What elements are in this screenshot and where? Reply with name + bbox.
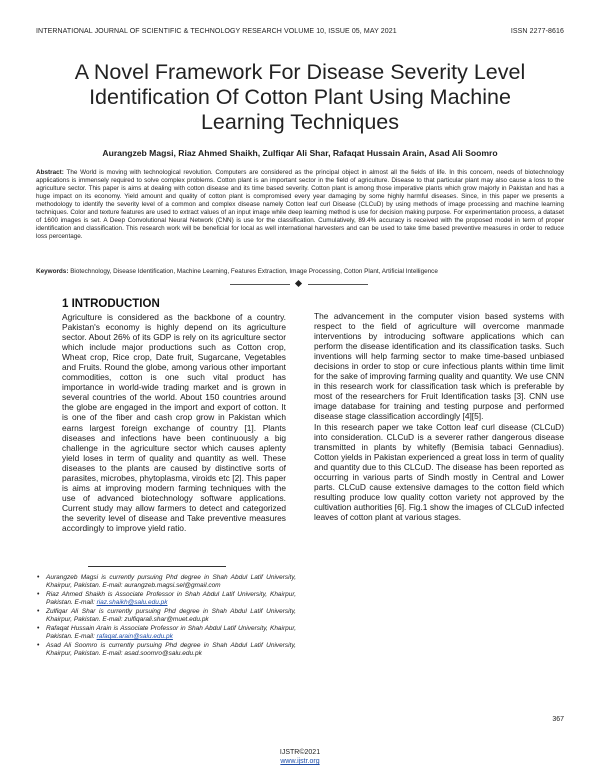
bullet-icon: • [37, 624, 40, 632]
right-column [314, 311, 564, 522]
footer-url-link[interactable]: www.ijstr.org [280, 758, 320, 765]
keywords [36, 268, 564, 276]
author-list: Aurangzeb Magsi, Riaz Ahmed Shaikh, Zulfiqar Ali Shar, Rafaqat Hussain Arain, Asad Ali Soomro [102, 148, 498, 158]
footnote-item: • Riaz Ahmed Shaikh is Associate Professor in Shah Abdul Latif University, Khairpur, Pakistan. E-mail: riaz.shaikh@salu.edu.pk [37, 590, 296, 607]
author-email-link[interactable]: riaz.shaikh@salu.edu.pk [96, 599, 168, 607]
paper-title [40, 60, 560, 135]
footer-copyright: IJSTR©2021 [279, 749, 321, 756]
bullet-icon: • [37, 590, 40, 598]
author-email-link[interactable]: rafaqat.arain@salu.edu.pk [96, 632, 173, 640]
author-footnotes [36, 574, 296, 659]
abstract [36, 169, 564, 241]
section-heading: 1 INTRODUCTION [62, 298, 160, 310]
bullet-icon: • [37, 574, 40, 581]
keywords-label: Keywords: [36, 268, 69, 275]
footnote-rule [88, 566, 226, 567]
page-footer [0, 748, 600, 766]
title-line: Learning Techniques [200, 110, 400, 134]
page-number: 367 [552, 716, 564, 723]
author-email: zulfiqarali.shar@muet.edu.pk [124, 616, 209, 624]
author-email: aurangzeb.magsi.sel@gmail.com [124, 582, 221, 590]
journal-name: INTERNATIONAL JOURNAL OF SCIENTIFIC & TECHNOLOGY RESEARCH VOLUME 10, ISSUE 05, MAY 2021 [36, 28, 397, 35]
divider-line-left [230, 284, 290, 285]
abstract-label: Abstract: [36, 169, 64, 176]
diamond-icon [295, 280, 302, 287]
bullet-icon: • [37, 641, 40, 649]
abstract-text: The World is moving with technological revolution. Computers are considered as the principal object in almost all the fields of life. In this concern, needs of biotechnology applications is immensely required to solve complex problems. Cotton plant is an important sector in the field of agriculture. Disease to that particular plant may also cause a loss to the agriculture sector. This paper is aims at dealing with cotton disease and its time based severity. Cotton plant is among those imperative plants which grow majorly in Pakistan and has a huge impact on its economy. Yield amount and quality of cotton plant is compromised every year damaging by some highly harmful diseases. Since, in this paper we presents a methodology to identify the severity level of a common and complex disease namely Cotton leaf curl Disease (CLCuD) by using methods of image processing and machine learning techniques. Color and texture features are used to extract values of an input image while deep learning method is use for decision making purpose. For experimentation process, a dataset of 1600 images is set. A Deep Convolutional Neural Network (CNN) is use for the classification. Cumulatively, 89.4% accuracy is received with the proposed model in term of proper identification and classification. This research work will be beneficial for local as well international harvesters and can be used to take time based preventive measures in order to reduce loss percentage. [36, 169, 564, 241]
footnote-item: • Zulfiqar Ali Shar is currently pursuing Phd degree in Shah Abdul Latif University, Khairpur, Pakistan. E-mail: zulfiqarali.shar@muet.edu.pk [37, 607, 296, 624]
intro-paragraph: In this research paper we take Cotton leaf curl disease (CLCuD) into consideration. CLCuD is a severer rather dangerous disease transmitted in plants by whitefly (Bemisia tabaci Gennadius). Cotton yields in Pakistan experienced a great loss in term of quality and quantity due to this CLCuD. The disease has been reported as occurring in various parts of Sindh mostly in Central and Lower parts. CLCuD cause extensive damages to the cotton field which resulting produce low quality cotton variety not approved by the cultivation authorities [6]. Fig.1 show the images of CLCuD infected leaves of cotton plant at various stages. [314, 421, 564, 522]
keywords-text: Biotechnology, Disease Identification, Machine Learning, Features Extraction, Image Processing, Cotton Plant, Artificial Intelligence [68, 268, 438, 275]
left-column [62, 298, 286, 533]
footnote-item: • Aurangzeb Magsi is currently pursuing Phd degree in Shah Abdul Latif University, Khairpur, Pakistan. E-mail: aurangzeb.magsi.sel@gmail.com [37, 574, 296, 590]
intro-paragraph: The advancement in the computer vision based systems with respect to the field of agriculture will overcome manmade interventions by introducing software applications which can perform the disease identification and its classification tasks. Such inventions will help farming sector to make time-based unbiased decisions in order to stop or cure infectious plants within time limit for the sake of improving farming quality and quantity. We use CNN in this research work for classification task which is preferable by most of the researchers for Fruit Identification tasks [3]. CNN use image database for training and testing purpose and performed disease stage classification accordingly [4][5]. [314, 311, 564, 422]
title-line: Identification Of Cotton Plant Using Machine [89, 85, 511, 109]
bullet-icon: • [37, 607, 40, 615]
running-header [36, 28, 564, 35]
intro-paragraph: Agriculture is considered as the backbone of a country. Pakistan's economy is highly depend on its agriculture sector. About 26% of its GDP is rely on its agriculture sector which include major productions such as Cotton crop, Wheat crop, Rice crop, Date fruit, Sugarcane, Vegetables and Fruits. Round the globe, among various other important commodities, cotton is one such vital product has importance in world-wide trading market and is grown in several countries of the world. About 150 countries around the globe are engaged in the import and export of cotton. It is one of the fiber and cash crop grow in Pakistan which earns largest foreign exchange of country [1]. Plants diseases and infections have been continuously a big challenge in the agriculture sector which causes aplenty yield loses in term of quality and quantity as well. These diseases to the plants are caused by distinctive sorts of parasites, microbes, phytoplasma, viroids etc [2]. This paper is aims at improving modern farming techniques with the use of advanced biotechnology software applications. Current study may allow farmers to detect and categorized the severity level of disease and Take preventive measures accordingly to improve yield ratio. [62, 312, 286, 533]
footnote-item: • Asad Ali Soomro is currently pursuing Phd degree in Shah Abdul Latif University, Khairpur, Pakistan. E-mail: asad.soomro@salu.edu.pk [37, 641, 296, 657]
section-divider [0, 280, 600, 290]
divider-line-right [308, 284, 368, 285]
author-email: asad.soomro@salu.edu.pk [124, 649, 202, 657]
title-line: A Novel Framework For Disease Severity Level [74, 60, 526, 84]
issn: ISSN 2277-8616 [510, 28, 564, 35]
footnote-item: • Rafaqat Hussain Arain is Associate Professor in Shah Abdul Latif University, Khairpur, Pakistan. E-mail: rafaqat.arain@salu.edu.pk [37, 624, 296, 640]
